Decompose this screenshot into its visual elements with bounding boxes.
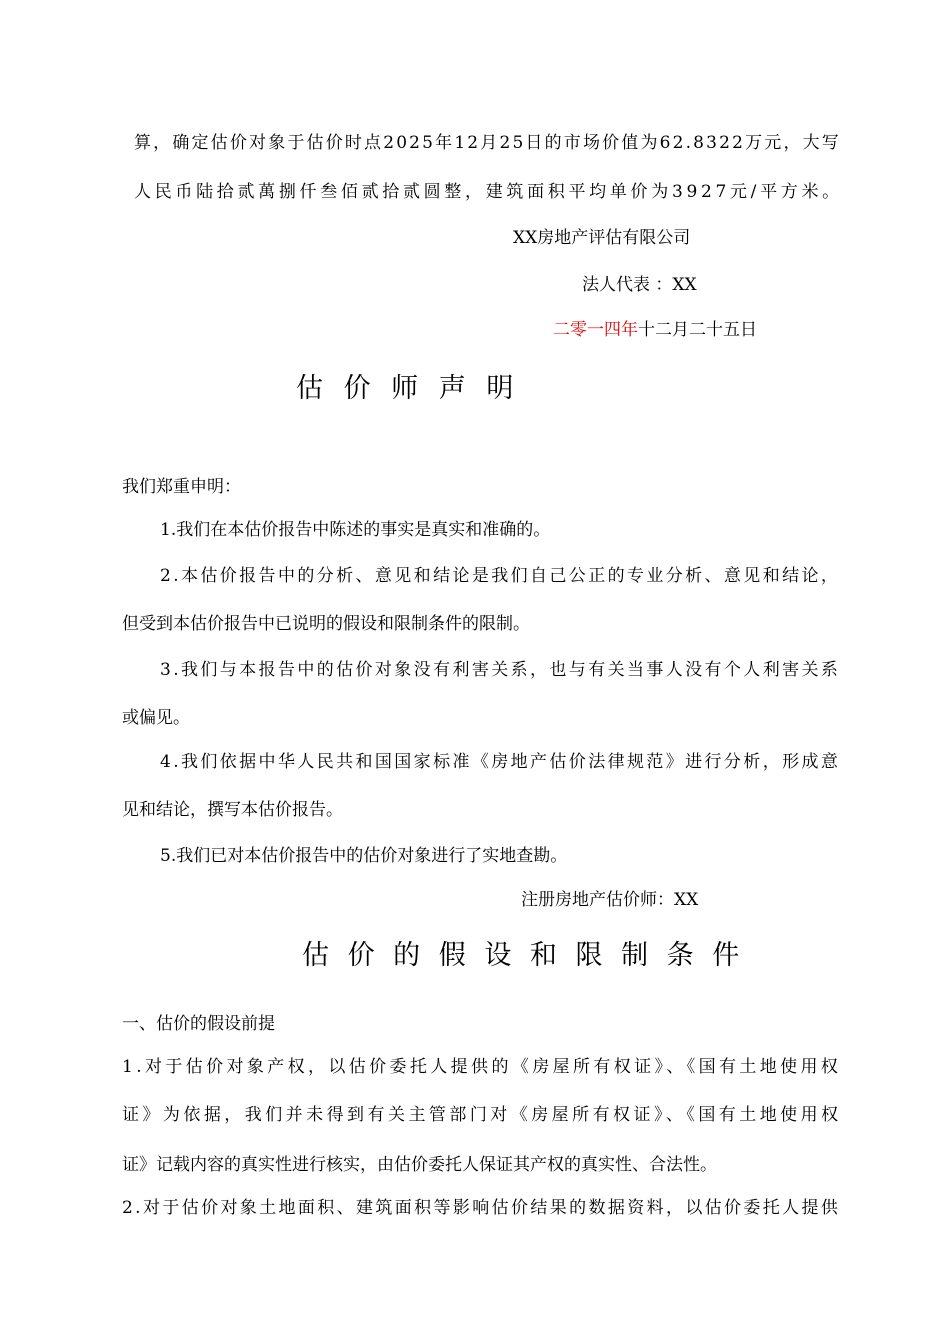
report-date — [553, 320, 757, 340]
conclusion-line-1: 算，确定估价对象于估价时点2025年12月25日的市场价值为62.8322万元，大写 — [134, 133, 841, 153]
statement-title: 估 价 师 声 明 — [296, 373, 520, 404]
assumption-1-line-2: 证》为依据，我们并未得到有关主管部门对《房屋所有权证》、《国有土地使用权 — [122, 1105, 842, 1125]
statement-item-3-line-1: 3.我们与本报告中的估价对象没有利害关系，也与有关当事人没有个人利害关系 — [160, 660, 841, 680]
assumption-1-line-3: 证》记载内容的真实性进行核实，由估价委托人保证其产权的真实性、合法性。 — [122, 1155, 717, 1175]
conclusion-line-2: 人民币陆拾贰萬捌仟叁佰贰拾贰圆整，建筑面积平均单价为3927元/平方米。 — [134, 182, 843, 202]
statement-item-3-line-2: 或偏见。 — [122, 708, 190, 728]
statement-item-5: 5.我们已对本估价报告中的估价对象进行了实地查勘。 — [160, 846, 568, 866]
statement-item-1: 1.我们在本估价报告中陈述的事实是真实和准确的。 — [160, 520, 551, 540]
assumption-2-line-1: 2.对于估价对象土地面积、建筑面积等影响估价结果的数据资料，以估价委托人提供 — [122, 1198, 841, 1218]
statement-item-4-line-2: 见和结论，撰写本估价报告。 — [122, 800, 343, 820]
statement-intro: 我们郑重申明： — [122, 477, 241, 497]
report-date-year: 二零一四年 — [553, 320, 638, 340]
assumptions-title: 估 价 的 假 设 和 限 制 条 件 — [302, 940, 745, 971]
assumption-1-line-1: 1.对于估价对象产权，以估价委托人提供的《房屋所有权证》、《国有土地使用权 — [122, 1057, 842, 1077]
legal-representative: 法人代表 ：XX — [582, 275, 697, 295]
statement-item-4-line-1: 4.我们依据中华人民共和国国家标准《房地产估价法律规范》进行分析，形成意 — [160, 752, 841, 772]
assumptions-section-1: 一、估价的假设前提 — [122, 1014, 275, 1034]
statement-item-2-line-1: 2.本估价报告中的分析、意见和结论是我们自己公正的专业分析、意见和结论， — [160, 566, 841, 586]
statement-signature: 注册房地产估价师：XX — [521, 890, 699, 910]
company-name: XX房地产评估有限公司 — [513, 228, 691, 248]
statement-item-2-line-2: 但受到本估价报告中已说明的假设和限制条件的限制。 — [122, 614, 530, 634]
report-date-monthday: 十二月二十五日 — [638, 320, 757, 340]
